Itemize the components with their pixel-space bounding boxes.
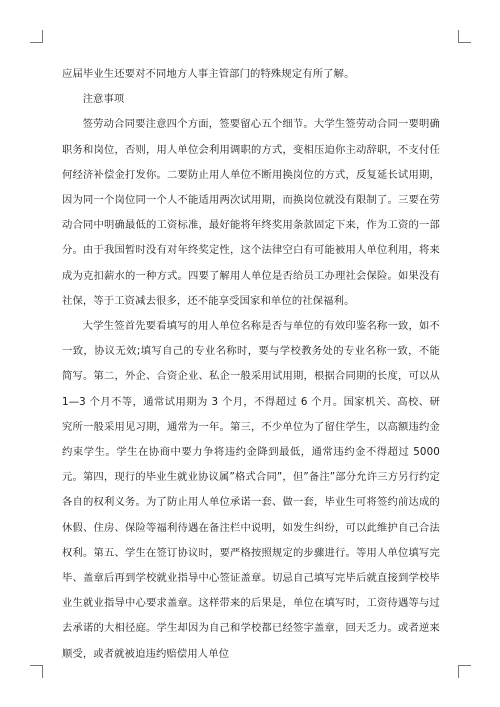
crop-mark-bottom-right xyxy=(458,665,471,678)
crop-mark-top-left xyxy=(30,30,43,43)
section-heading: 注意事项 xyxy=(82,93,125,106)
paragraph-contract-points: 签劳动合同要注意四个方面，签要留心五个细节。大学生签劳动合同一要明确职务和岗位，否则，用人单位会利用调职的方式，变相压迫你主动辞职，不支付任何经济补偿金打发你。二要防止用人单位不断用换岗位的方式，反复延长试用期，因为同一个岗位同一个人不能适用两次试用期，而换岗位就没有限制了。三要在劳动合同中明确最低的工资标准，最好能将年终奖用条款固定下来，作为工资的一部分。由于我国暂时没有对年终奖定性，这个法律空白有可能被用人单位利用，将来成为克扣薪水的一种方式。四要了解用人单位是否给员工办理社会保险。如果没有社保，等于工资减去很多，还不能享受国家和单位的社保福利。 xyxy=(62,118,440,307)
document-body xyxy=(62,62,440,667)
crop-mark-top-right xyxy=(458,30,471,43)
crop-mark-bottom-left xyxy=(30,665,43,678)
paragraph-intro: 应届毕业生还要对不同地方人事主管部门的特殊规定有所了解。 xyxy=(62,68,355,80)
paragraph-signing-details: 大学生签首先要看填写的用人单位名称是否与单位的有效印鉴名称一致，如不一致，协议无效;填写自己的专业名称时，要与学校教务处的专业名称一致，不能简写。第二，外企、合资企业、私企一般采用试用期，根据合同期的长度，可以从 1—3 个月不等，通常试用期为 3 个月，不得超过 6 个月。国家机关、高校、研究所一般采用见习期，通常为一年。第三，不少单位为了留住学生，以高额违约金约束学生。学生在协商中要力争将违约金降到最低，通常违约金不得超过 5000 元。第四，现行的毕业生就业协议属”格式合同”，但”备注”部分允许三方另行约定各自的权利义务。为了防止用人单位承诺一套、做一套，毕业生可将签约前达成的休假、住房、保险等福利待遇在备注栏中说明，如发生纠纷，可以此维护自己合法权利。第五、学生在签订协议时，要严格按照规定的步骤进行。等用人单位填写完毕、盖章后再到学校就业指导中心签证盖章。切忌自己填写完毕后就直接到学校毕业生就业指导中心要求盖章。这样带来的后果是，单位在填写时，工资待遇等与过去承诺的大相径庭。学生却因为自己和学校都已经签字盖章，回天乏力。或者逆来顺受，或者就被迫违约赔偿用人单位 xyxy=(62,320,440,660)
